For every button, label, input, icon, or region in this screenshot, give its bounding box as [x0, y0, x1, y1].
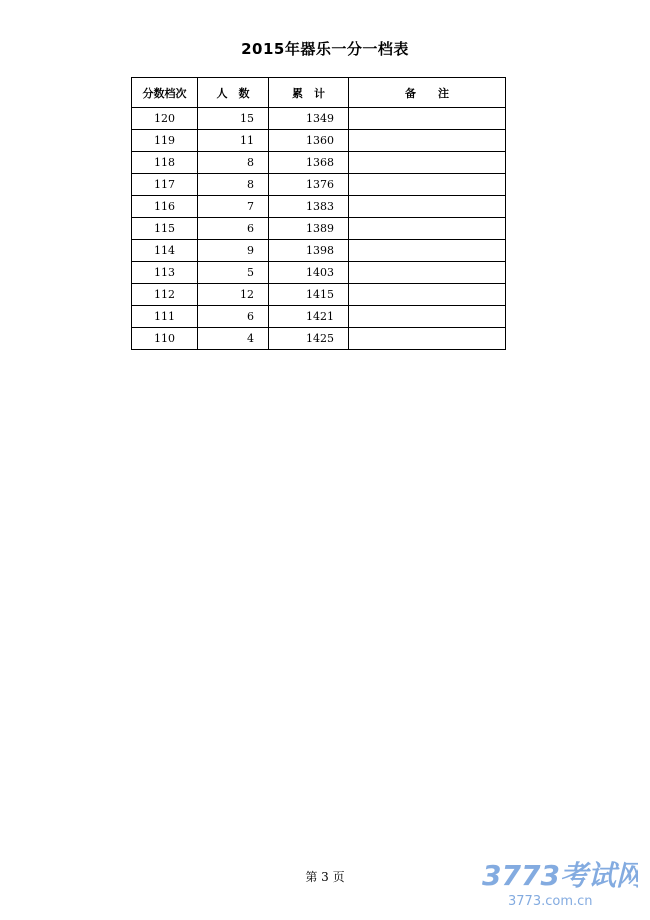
count-cell: 7: [198, 196, 269, 218]
table-row: [132, 262, 506, 284]
table-row: [132, 240, 506, 262]
cumulative-cell: 1368: [269, 152, 349, 174]
note-cell: [349, 108, 506, 130]
count-cell: 6: [198, 218, 269, 240]
note-cell: [349, 262, 506, 284]
table-row: [132, 108, 506, 130]
table-row: [132, 218, 506, 240]
note-cell: [349, 328, 506, 350]
count-cell: 9: [198, 240, 269, 262]
count-cell: 4: [198, 328, 269, 350]
count-cell: 8: [198, 152, 269, 174]
header-cumulative: 累 计: [269, 78, 349, 108]
count-cell: 11: [198, 130, 269, 152]
note-cell: [349, 306, 506, 328]
score-cell: 112: [132, 284, 198, 306]
count-cell: 5: [198, 262, 269, 284]
cumulative-cell: 1376: [269, 174, 349, 196]
table-row: [132, 328, 506, 350]
count-cell: 6: [198, 306, 269, 328]
score-cell: 117: [132, 174, 198, 196]
table-row: [132, 196, 506, 218]
svg-text:3773.com.cn: 3773.com.cn: [508, 894, 593, 909]
score-cell: 114: [132, 240, 198, 262]
cumulative-cell: 1425: [269, 328, 349, 350]
count-cell: 12: [198, 284, 269, 306]
score-cell: 115: [132, 218, 198, 240]
score-distribution-table: [131, 77, 506, 350]
cumulative-cell: 1349: [269, 108, 349, 130]
table-row: [132, 152, 506, 174]
score-cell: 119: [132, 130, 198, 152]
score-cell: 116: [132, 196, 198, 218]
svg-text:3773考试网: 3773考试网: [482, 859, 638, 892]
cumulative-cell: 1421: [269, 306, 349, 328]
note-cell: [349, 284, 506, 306]
cumulative-cell: 1360: [269, 130, 349, 152]
table-row: [132, 174, 506, 196]
header-score: 分数档次: [132, 78, 198, 108]
score-cell: 110: [132, 328, 198, 350]
score-cell: 113: [132, 262, 198, 284]
note-cell: [349, 152, 506, 174]
page-number: 第 3 页: [305, 870, 345, 884]
count-cell: 15: [198, 108, 269, 130]
note-cell: [349, 218, 506, 240]
count-cell: 8: [198, 174, 269, 196]
cumulative-cell: 1398: [269, 240, 349, 262]
note-cell: [349, 240, 506, 262]
table-header-row: [132, 78, 506, 108]
page-title: 2015年器乐一分一档表: [241, 40, 409, 58]
table-row: [132, 284, 506, 306]
cumulative-cell: 1415: [269, 284, 349, 306]
cumulative-cell: 1383: [269, 196, 349, 218]
score-cell: 111: [132, 306, 198, 328]
note-cell: [349, 174, 506, 196]
note-cell: [349, 196, 506, 218]
table-row: [132, 306, 506, 328]
cumulative-cell: 1389: [269, 218, 349, 240]
note-cell: [349, 130, 506, 152]
header-count: 人 数: [198, 78, 269, 108]
table-row: [132, 130, 506, 152]
table-body: [132, 108, 506, 350]
cumulative-cell: 1403: [269, 262, 349, 284]
site-watermark-logo: [478, 855, 638, 910]
header-note: 备 注: [349, 78, 506, 108]
score-cell: 120: [132, 108, 198, 130]
score-cell: 118: [132, 152, 198, 174]
